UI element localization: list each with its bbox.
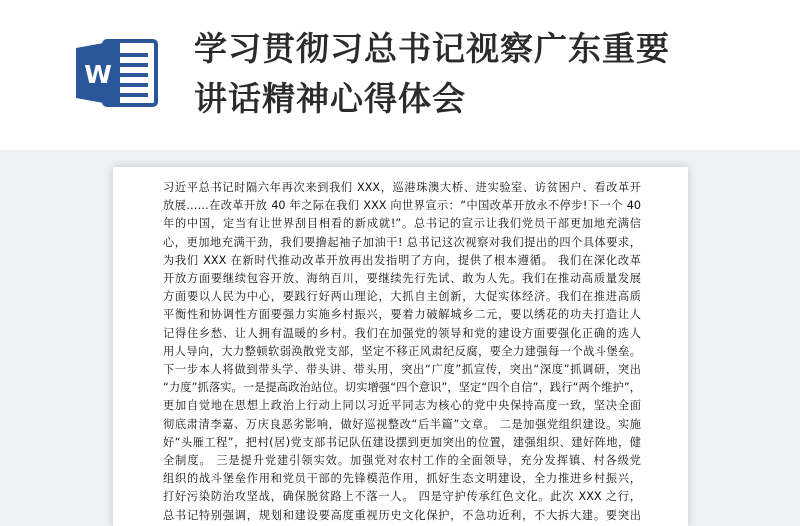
- text-line: 更加自觉地在思想上政治上行动上同以习近平同志为核心的党中央保持高度一致，坚决全面: [163, 399, 641, 413]
- document-body: [163, 179, 641, 525]
- text-line: 平衡性和协调性方面要强力实施乡村振兴，要着力破解城乡二元，要以绣花的功夫打造让人: [163, 308, 641, 322]
- text-line: 方面要以人民为中心，要践行好两山理论，大抓自主创新，大促实体经济。我们在推进高质: [163, 290, 641, 304]
- text-line: 彻底肃清李嘉、万庆良恶劣影响，做好巡视整改“后半篇”文章。 二是加强党组织建设。实施: [163, 417, 641, 431]
- text-line: 全制度。 三是提升党建引领实效。加强党对农村工作的全面领导，充分发挥镇、村各级党: [163, 454, 641, 468]
- page-title: [194, 24, 784, 124]
- text-line: 用人导向，大力整顿软弱涣散党支部，坚定不移正风肃纪反腐，要全力建强每一个战斗堡垒。: [163, 344, 641, 358]
- document-page[interactable]: [113, 167, 688, 526]
- title-line-2: 讲话精神心得体会: [194, 79, 466, 118]
- text-line: 好“头雁工程”，把村(居)党支部书记队伍建设摆到更加突出的位置，建强组织、建好阵地，健: [163, 435, 641, 449]
- text-line: 下一步本人将做到带头学、带头讲、带头用，突出“广度”抓宣传，突出“深度”抓调研，突出: [163, 363, 641, 377]
- text-line: 组织的战斗堡垒作用和党员干部的先锋模范作用，抓好生态文明建设，全力推进乡村振兴，: [163, 472, 641, 486]
- text-line: “力度”抓落实。一是提高政治站位。切实增强“四个意识”，坚定“四个自信”，践行“两个维护”，: [163, 381, 641, 395]
- title-line-1: 学习贯彻习总书记视察广东重要: [194, 29, 670, 68]
- header: [0, 0, 800, 150]
- word-document-icon: [74, 38, 162, 108]
- text-line: 记得住乡愁、让人拥有温暖的乡村。我们在加强党的领导和党的建设方面要强化正确的选人: [163, 326, 641, 340]
- text-line: 放展……在改革开放 40 年之际在我们 XXX 向世界宣示：“中国改革开放永不停步!下一个 40: [163, 199, 641, 213]
- word-icon-letter: W: [84, 60, 112, 89]
- text-line: 总书记特别强调，规划和建设要高度重视历史文化保护，不急功近利，不大拆大建。要突出: [163, 508, 641, 522]
- text-line: 习近平总书记时隔六年再次来到我们 XXX，巡港珠澳大桥、进实验室、访贫困户、看改革开: [163, 181, 641, 194]
- text-line: 年的中国，定当有让世界刮目相看的新成就!”。总书记的宣示让我们党员干部更加地充满信: [163, 217, 641, 231]
- text-line: 打好污染防治攻坚战，确保脱贫路上不落一人。 四是守护传承红色文化。此次 XXX 之行，: [163, 490, 641, 504]
- text-line: 开放方面要继续包容开放、海纳百川，要继续先行先试、敢为人先。我们在推动高质量发展: [163, 272, 641, 286]
- text-line: 为我们 XXX 在新时代推动改革开放再出发指明了方向，提供了根本遵循。 我们在深化改革: [163, 253, 641, 267]
- text-line: 心，更加地充满干劲，我们要撸起袖子加油干! 总书记这次视察对我们提出的四个具体要求，: [163, 235, 641, 249]
